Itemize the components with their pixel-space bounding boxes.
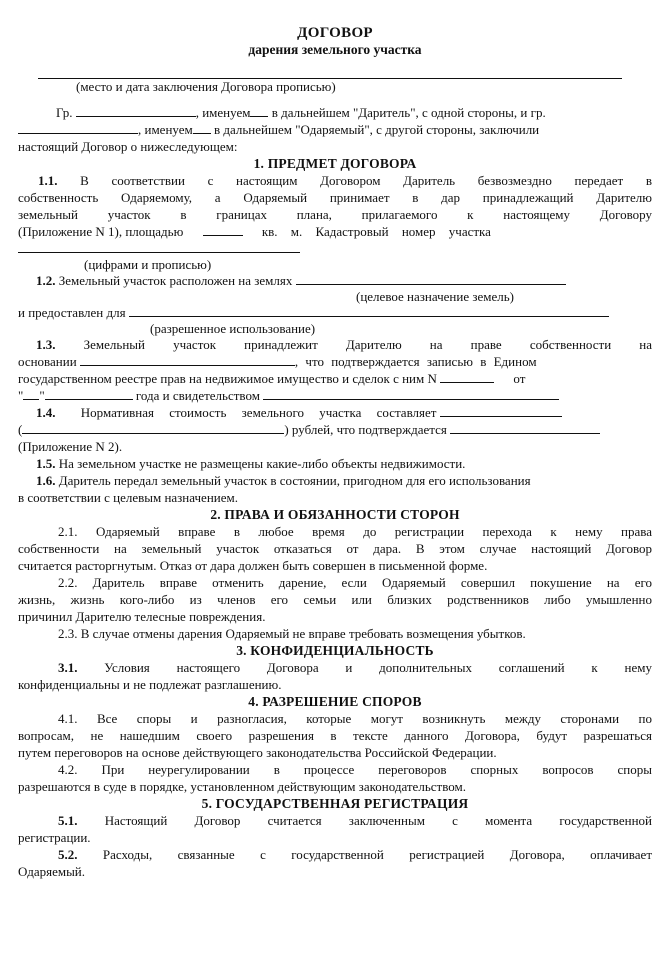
s3-p1-line-1: 3.1. Условия настоящего Договора и дополнительных соглашений к нему (58, 660, 652, 675)
preamble-line-2: , именуем в дальнейшем "Одаряемый", с другой стороны, заключили (18, 121, 652, 138)
preamble-line-3: настоящий Договор о нижеследующем: (18, 139, 238, 154)
s4-p1-line-3: путем переговоров на основе действующего законодательства Российской Федерации. (18, 745, 497, 760)
s1-p4-line-3: (Приложение N 2). (18, 439, 123, 454)
s1-p2-caption-1: (целевое назначение земель) (356, 289, 514, 304)
registry-number-blank (440, 371, 494, 383)
cadastral-blank-line (18, 240, 652, 257)
certificate-blank (263, 388, 559, 400)
s4-p2-line-2: разрешаются в суде в порядке, установленном действующим законодательством. (18, 779, 466, 794)
area-blank (203, 224, 243, 236)
s2-p1-line-3: считается расторгнутым. Отказ от дара должен быть совершен в письменной форме. (18, 558, 488, 573)
land-category-blank (296, 273, 566, 285)
s2-p1-line-1: 2.1. Одаряемый вправе в любое время до регистрации перехода к нему права (58, 524, 652, 539)
s1-p1-line-1: 1.1. В соответствии с настоящим Договором Даритель безвозмездно передает в (38, 173, 652, 188)
s1-p4-line-2: ( ) рублей, что подтверждается (18, 421, 652, 438)
section-2-heading: 2. ПРАВА И ОБЯЗАННОСТИ СТОРОН (210, 507, 460, 522)
s1-p3-line-4: " " года и свидетельством (18, 387, 652, 404)
place-date-blank (38, 66, 622, 79)
s5-p1-line-1: 5.1. Настоящий Договор считается заключенным с момента государственной (58, 813, 652, 828)
cadastral-number-blank (18, 241, 300, 253)
s1-p4-line-1: 1.4. Нормативная стоимость земельного участка составляет (18, 404, 652, 421)
s5-p2-line-1: 5.2. Расходы, связанные с государственной регистрацией Договора, оплачивает (58, 847, 652, 862)
s1-p1-line-3: земельный участок в границах плана, прилагаемого к настоящему Договору (18, 207, 652, 222)
s5-p2-line-2: Одаряемый. (18, 864, 86, 879)
preamble-line-1: Гр. , именуем в дальнейшем "Даритель", с одной стороны, и гр. (56, 105, 546, 120)
s4-p2-line-1: 4.2. При неурегулировании в процессе переговоров спорных вопросов споры (58, 762, 652, 777)
place-date-caption: (место и дата заключения Договора прописью) (76, 79, 336, 94)
s1-p1-line-4: (Приложение N 1), площадью кв. м. Кадастровый номер участка (18, 224, 491, 239)
s2-p3: 2.3. В случае отмены дарения Одаряемый не вправе требовать возмещения убытков. (58, 626, 526, 641)
s1-p3-line-3: государственном реестре прав на недвижимое имущество и сделок с ним N от (18, 371, 526, 386)
s1-p3-line-1: 1.3. Земельный участок принадлежит Дарителю на праве собственности на (36, 337, 652, 352)
s2-p1-line-2: собственности на земельный участок отказаться от дара. В этом случае настоящий Договор (18, 541, 652, 556)
normative-value-blank (440, 405, 562, 417)
section-5-heading: 5. ГОСУДАРСТВЕННАЯ РЕГИСТРАЦИЯ (201, 796, 469, 811)
section-3-heading: 3. КОНФИДЕНЦИАЛЬНОСТЬ (236, 643, 434, 658)
s3-p1-line-2: конфиденциальны и не подлежат разглашению. (18, 677, 282, 692)
s1-p6-line-1: 1.6. Даритель передал земельный участок в состоянии, пригодном для его использования (36, 473, 531, 488)
s1-p2-line-1: 1.2. Земельный участок расположен на землях (18, 272, 652, 289)
s1-p1-caption: (цифрами и прописью) (84, 257, 212, 272)
permitted-use-blank (129, 305, 609, 317)
section-4-heading: 4. РАЗРЕШЕНИЕ СПОРОВ (248, 694, 422, 709)
s1-p3-line-2: основании , что подтверждается записью в Едином (18, 354, 537, 369)
s5-p1-line-2: регистрации. (18, 830, 91, 845)
s2-p2-line-1: 2.2. Даритель вправе отменить дарение, если Одаряемый совершил покушение на его (58, 575, 652, 590)
s1-p2-line-2: и предоставлен для (18, 304, 652, 321)
ownership-basis-blank (80, 354, 295, 366)
confirming-document-blank (450, 422, 600, 434)
donor-name-blank (76, 105, 196, 117)
s2-p2-line-3: причинил Дарителю телесные повреждения. (18, 609, 266, 624)
section-1-heading: 1. ПРЕДМЕТ ДОГОВОРА (253, 156, 417, 171)
s1-p6-line-2: в соответствии с целевым назначением. (18, 490, 238, 505)
s2-p2-line-2: жизнь, жизнь кого-либо из членов его семьи или близких родственников либо умышленно (18, 592, 652, 607)
s1-p2-caption-2: (разрешенное использование) (150, 321, 316, 336)
donee-name-blank (18, 122, 138, 134)
value-in-words-blank (22, 422, 284, 434)
s1-p5: 1.5. На земельном участке не размещены какие-либо объекты недвижимости. (36, 456, 466, 471)
s1-p1-line-2: собственность Одаряемому, а Одаряемый принимает в дар принадлежащий Дарителю (18, 190, 652, 205)
registry-date-blank (45, 388, 133, 400)
document-title: ДОГОВОР (297, 25, 373, 41)
document-subtitle: дарения земельного участка (248, 42, 422, 57)
s4-p1-line-1: 4.1. Все споры и разногласия, которые могут возникнуть между сторонами по (58, 711, 652, 726)
s4-p1-line-2: вопросам, не нашедшим своего разрешения в тексте данного Договора, будут разрешаться (18, 728, 652, 743)
